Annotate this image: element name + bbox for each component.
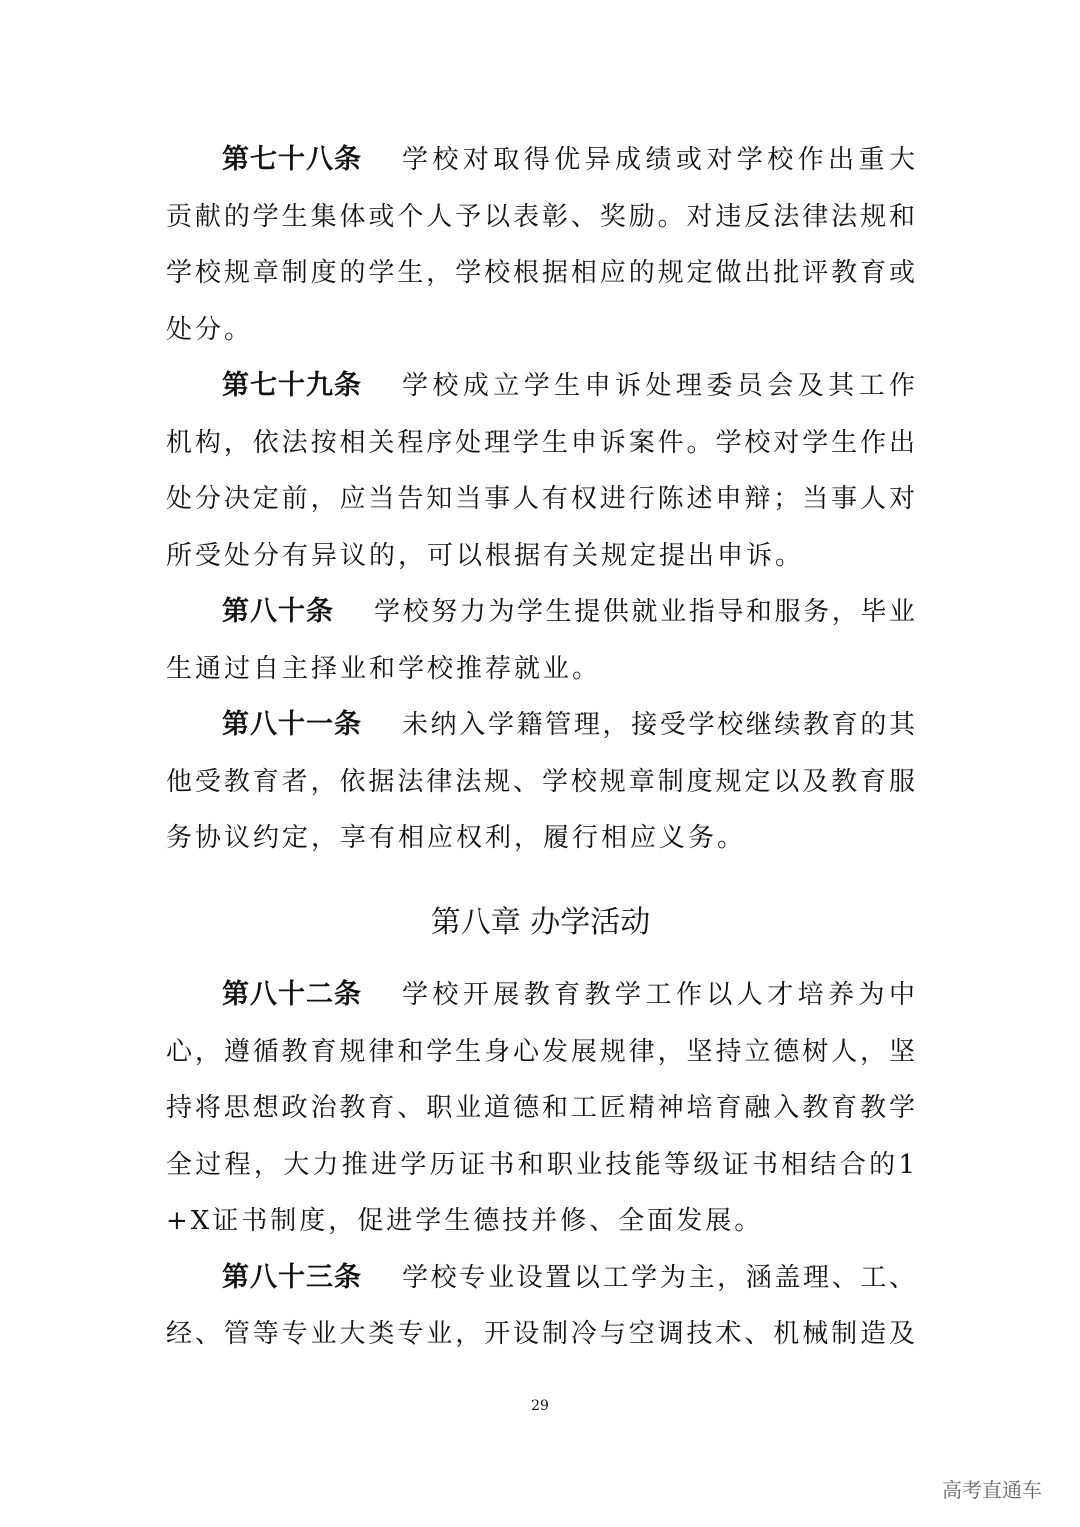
article-82 — [166, 967, 915, 1250]
article-text: 他受教育者，依据法律法规、学校规章制度规定以及教育服 — [166, 766, 915, 797]
article-text: +X证书制度，促进学生德技并修、全面发展。 — [166, 1206, 764, 1236]
article-text: 学校开展教育教学工作以人才培养为中 — [402, 980, 915, 1010]
article-heading: 第八十二条 — [222, 979, 362, 1010]
document-body — [166, 132, 915, 1363]
article-79 — [166, 358, 915, 584]
article-text: 学校专业设置以工学为主，涵盖理、工、 — [402, 1262, 915, 1293]
article-text: 学校成立学生申诉处理委员会及其工作 — [402, 371, 915, 401]
article-heading: 第八十条 — [222, 596, 334, 627]
article-text: 经、管等专业大类专业，开设制冷与空调技术、机械制造及 — [166, 1319, 915, 1349]
article-78 — [166, 132, 915, 358]
article-text: 务协议约定，享有相应权利，履行相应义务。 — [166, 823, 747, 853]
article-text: 机构，依法按相关程序处理学生申诉案件。学校对学生作出 — [166, 427, 915, 458]
page-number: 29 — [531, 1398, 549, 1414]
article-text: 学校规章制度的学生，学校根据相应的规定做出批评教育或 — [166, 258, 915, 288]
watermark: 高考直通车 — [942, 1478, 1042, 1502]
article-text: 持将思想政治教育、职业道德和工匠精神培育融入教育教学 — [166, 1093, 915, 1123]
article-text: 学校对取得优异成绩或对学校作出重大 — [402, 145, 915, 175]
chapter-title: 第八章 办学活动 — [430, 904, 651, 940]
article-text: 贡献的学生集体或个人予以表彰、奖励。对违反法律法规和 — [166, 201, 915, 232]
article-text: 全过程，大力推进学历证书和职业技能等级证书相结合的1 — [166, 1149, 915, 1180]
article-80 — [166, 584, 915, 697]
article-heading: 第七十八条 — [222, 144, 362, 175]
article-81 — [166, 697, 915, 867]
article-text: 生通过自主择业和学校推荐就业。 — [166, 653, 602, 684]
article-text: 处分决定前，应当告知当事人有权进行陈述申辩；当事人对 — [166, 484, 915, 514]
article-text: 所受处分有异议的，可以根据有关规定提出申诉。 — [166, 540, 805, 571]
article-text: 处分。 — [166, 314, 254, 345]
article-text: 学校努力为学生提供就业指导和服务，毕业 — [374, 597, 915, 627]
article-text: 未纳入学籍管理，接受学校继续教育的其 — [402, 710, 915, 740]
article-83 — [166, 1250, 915, 1363]
article-heading: 第八十三条 — [222, 1261, 362, 1293]
article-text: 心，遵循教育规律和学生身心发展规律，坚持立德树人，坚 — [166, 1036, 915, 1067]
article-heading: 第七十九条 — [222, 370, 362, 401]
article-heading: 第八十一条 — [222, 709, 362, 740]
